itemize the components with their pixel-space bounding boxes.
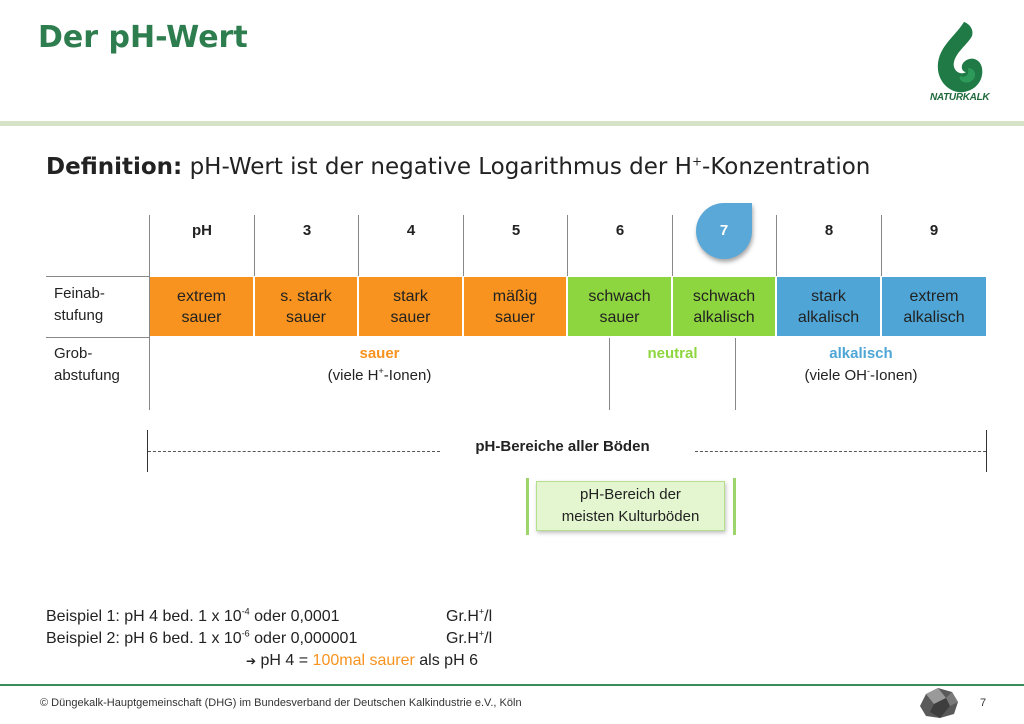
- example-1-value: oder 0,0001: [249, 608, 340, 625]
- table-grid-line: [672, 215, 673, 276]
- fine-cell-schwach-sauer: [568, 277, 671, 336]
- coarse-acid-detail: [150, 365, 609, 387]
- row-label-fine-l1: Feinab-: [54, 285, 105, 302]
- example-1-unit: [446, 606, 492, 628]
- fine-cell-line1: extrem: [177, 287, 226, 305]
- coarse-alkaline-detail-text: (viele OH: [804, 367, 867, 384]
- ph-value-marked: 7: [719, 222, 729, 239]
- limestone-image: [916, 684, 960, 720]
- definition-label: Definition:: [46, 154, 183, 180]
- example-2-value: oder 0,000001: [249, 630, 358, 647]
- example-2-unit: [446, 628, 492, 650]
- unit-sup: +: [478, 628, 485, 639]
- fine-cell-line2: sauer: [599, 308, 640, 326]
- example-1-exponent: -4: [241, 606, 250, 617]
- row-label-fine: [54, 283, 105, 327]
- unit-text: Gr.H: [446, 608, 479, 625]
- logo-wordmark: NATURKALK: [930, 92, 990, 103]
- fine-cell-line2: sauer: [494, 308, 535, 326]
- fine-cell-line2: sauer: [181, 308, 222, 326]
- coarse-alkaline-detail-sup: -: [866, 366, 870, 376]
- coarse-alkaline-detail-end: -Ionen): [869, 367, 918, 384]
- unit-end: /l: [484, 630, 493, 647]
- range-dash-right: [695, 451, 986, 452]
- fine-cell-line1: schwach: [692, 287, 756, 305]
- conclusion-text: pH 4 =: [256, 652, 313, 669]
- fine-cell-line2: alkalisch: [693, 308, 755, 326]
- coarse-group-acid: [150, 343, 609, 387]
- fine-cell-line1: stark: [811, 287, 846, 305]
- example-1: [46, 606, 493, 628]
- definition-sup: +: [691, 154, 703, 169]
- ph-value: 5: [511, 222, 521, 239]
- ph-value: 3: [302, 222, 312, 239]
- fine-cell-line2: alkalisch: [797, 308, 860, 326]
- header-divider: [0, 121, 1024, 126]
- row-label-coarse-l1: Grob-: [54, 345, 93, 362]
- fine-cell-line1: stark: [393, 287, 428, 305]
- table-grid-line: [46, 276, 150, 277]
- ph-value: 9: [929, 222, 939, 239]
- fine-cell-schwach-alkalisch: [673, 277, 775, 336]
- example-conclusion: [246, 650, 478, 672]
- fine-cell-line2: sauer: [390, 308, 431, 326]
- fine-cell-stark-alkalisch: [777, 277, 880, 336]
- coarse-group-alkaline: [736, 343, 986, 387]
- row-label-fine-l2: stufung: [54, 307, 104, 324]
- unit-sup: +: [478, 606, 485, 617]
- coarse-alkaline-detail: [736, 365, 986, 387]
- coarse-neutral-name: neutral: [647, 345, 698, 362]
- ph-value: 6: [615, 222, 625, 239]
- fine-cell-stark-sauer: [359, 277, 462, 336]
- crop-range-bar-right: [733, 478, 736, 535]
- footer-divider: [0, 684, 1024, 686]
- fine-cell-extrem-sauer: [150, 277, 253, 336]
- crop-range-bar-left: [526, 478, 529, 535]
- example-2: [46, 628, 493, 650]
- fine-cell-line1: schwach: [588, 287, 651, 305]
- coarse-acid-detail-text: (viele H: [327, 367, 379, 384]
- crop-soils-range-box: [536, 481, 725, 531]
- fine-cell-line2: alkalisch: [903, 308, 965, 326]
- crop-soils-label-l2: meisten Kulturböden: [561, 508, 700, 525]
- ph-value: 4: [406, 222, 416, 239]
- row-label-coarse-l2: abstufung: [54, 367, 120, 384]
- fine-cell-extrem-alkalisch: [882, 277, 986, 336]
- example-2-text: Beispiel 2: pH 6 bed. 1 x 10: [46, 630, 242, 647]
- row-label-coarse: [54, 343, 120, 387]
- ph-value: 8: [824, 222, 834, 239]
- fine-cell-line1: extrem: [909, 287, 959, 305]
- example-2-exponent: -6: [241, 628, 250, 639]
- conclusion-end: als pH 6: [414, 652, 478, 669]
- coarse-alkaline-name: alkalisch: [829, 345, 893, 362]
- fine-cell-maessig-sauer: [464, 277, 566, 336]
- coarse-acid-name: sauer: [359, 345, 400, 362]
- conclusion-highlight: 100mal saurer: [312, 652, 415, 669]
- footer-copyright: © Düngekalk-Hauptgemeinschaft (DHG) im Bundesverband der Deutschen Kalkindustrie e.V., Köln: [40, 697, 522, 709]
- definition-line: [46, 154, 870, 180]
- coarse-acid-detail-end: -Ionen): [383, 367, 432, 384]
- definition-text-end: -Konzentration: [702, 154, 871, 180]
- fine-cell-line1: s. stark: [280, 287, 332, 305]
- unit-text: Gr.H: [446, 630, 479, 647]
- range-dash-left: [148, 451, 440, 452]
- page-number: 7: [980, 697, 987, 709]
- page-title: Der pH-Wert: [38, 20, 248, 55]
- fine-cell-line1: mäßig: [492, 287, 538, 305]
- fine-cell-line2: sauer: [285, 308, 327, 326]
- ph-header-label: pH: [192, 222, 212, 239]
- coarse-acid-detail-sup: +: [378, 366, 384, 376]
- arrow-icon: ➔: [246, 654, 257, 668]
- range-bracket-right: [986, 430, 987, 472]
- all-soils-range-label: pH-Bereiche aller Böden: [440, 438, 685, 455]
- example-1-text: Beispiel 1: pH 4 bed. 1 x 10: [46, 608, 242, 625]
- definition-text: pH-Wert ist der negative Logarithmus der H: [189, 154, 692, 180]
- table-grid-line: [46, 337, 150, 338]
- coarse-group-neutral: [610, 343, 735, 365]
- unit-end: /l: [484, 608, 493, 625]
- fine-cell-sehr-stark-sauer: [255, 277, 357, 336]
- crop-soils-label-l1: pH-Bereich der: [580, 486, 681, 503]
